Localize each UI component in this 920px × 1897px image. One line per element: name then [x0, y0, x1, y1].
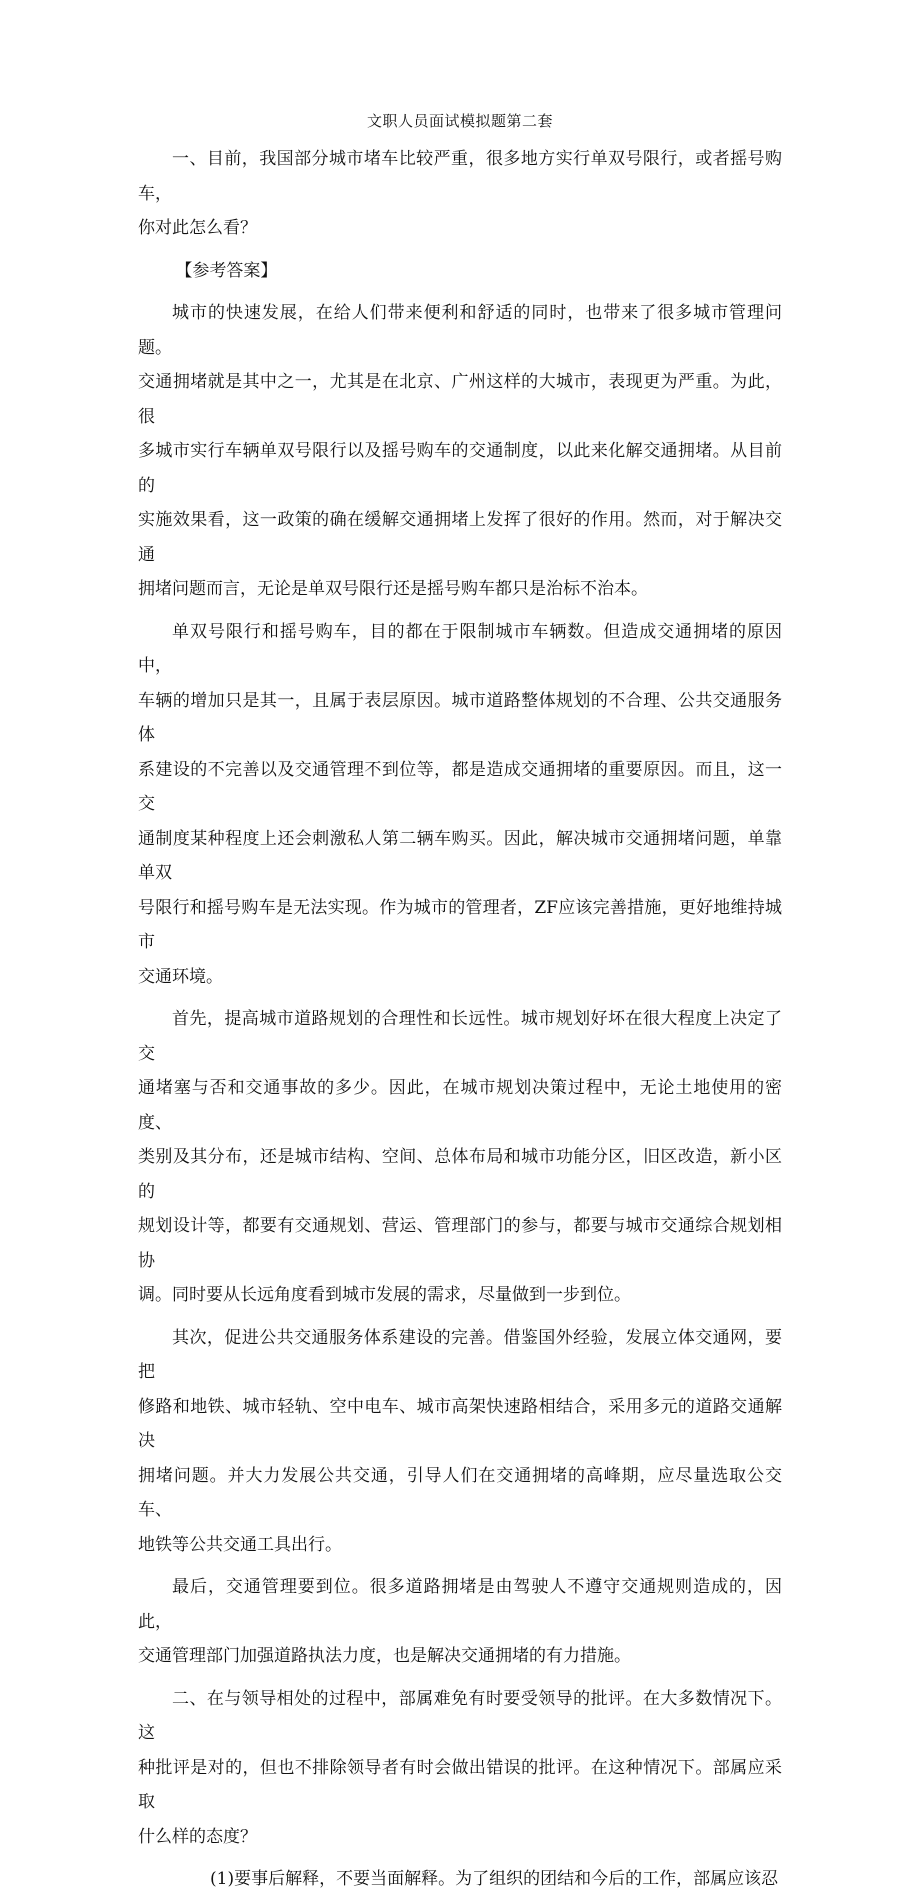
reference-answer-label: 【参考答案】	[175, 260, 278, 281]
question-two: 二、在与领导相处的过程中，部属难免有时要受领导的批评。在大多数情况下。这 种批评是对的，但也不排除领导者有时会做出错误的批评。在这种情况下。部属应采取 什么样的态度？	[138, 1688, 782, 1847]
answer-paragraph: 单双号限行和摇号购车，目的都在于限制城市车辆数。但造成交通拥堵的原因中， 车辆的增加只是其一，且属于表层原因。城市道路整体规划的不合理、公共交通服务体 系建设的不完善以及交通管理不到位等，都是造成交通拥堵的重要原因。而且，这一交 通制度某种程度上还会刺激私人第二辆车购买。因此，解决城市交通拥堵问题，单靠单双 号限行和摇号购车是无法实现。作为城市的管理者，ZF应该完善措施，更好地维持城市 交通环境。	[138, 621, 782, 987]
answer-paragraph: 其次，促进公共交通服务体系建设的完善。借鉴国外经验，发展立体交通网，要把 修路和地铁、城市轻轨、空中电车、城市高架快速路相结合，采用多元的道路交通解决 拥堵问题。并大力发展公共交通，引导人们在交通拥堵的高峰期，应尽量选取公交车、 地铁等公共交通工具出行。	[138, 1327, 782, 1555]
document-title: 文职人员面试模拟题第二套	[366, 112, 553, 130]
document-body	[138, 104, 782, 1897]
answer-paragraph: 最后，交通管理要到位。很多道路拥堵是由驾驶人不遵守交通规则造成的，因此， 交通管理部门加强道路执法力度，也是解决交通拥堵的有力措施。	[138, 1577, 782, 1666]
question-one: 一、目前，我国部分城市堵车比较严重，很多地方实行单双号限行，或者摇号购车， 你对此怎么看？	[138, 149, 782, 238]
answer-item-one: (1)要事后解释，不要当面解释。为了组织的团结和今后的工作，部属应该忍	[210, 1869, 779, 1889]
answer-paragraph: 首先，提高城市道路规划的合理性和长远性。城市规划好坏在很大程度上决定了交 通堵塞与否和交通事故的多少。因此，在城市规划决策过程中，无论土地使用的密度、 类别及其分布，还是城市结构、空间、总体布局和城市功能分区，旧区改造，新小区的 规划设计等，都要有交通规划、营运、管理部门的参与，都要与城市交通综合规划相协 调。同时要从长远角度看到城市发展的需求，尽量做到一步到位。	[138, 1009, 782, 1305]
answer-paragraph: 城市的快速发展，在给人们带来便利和舒适的同时，也带来了很多城市管理问题。 交通拥堵就是其中之一，尤其是在北京、广州这样的大城市，表现更为严重。为此，很 多城市实行车辆单双号限行以及摇号购车的交通制度，以此来化解交通拥堵。从目前的 实施效果看，这一政策的确在缓解交通拥堵上发挥了很好的作用。然而，对于解决交通 拥堵问题而言，无论是单双号限行还是摇号购车都只是治标不治本。	[138, 303, 782, 599]
